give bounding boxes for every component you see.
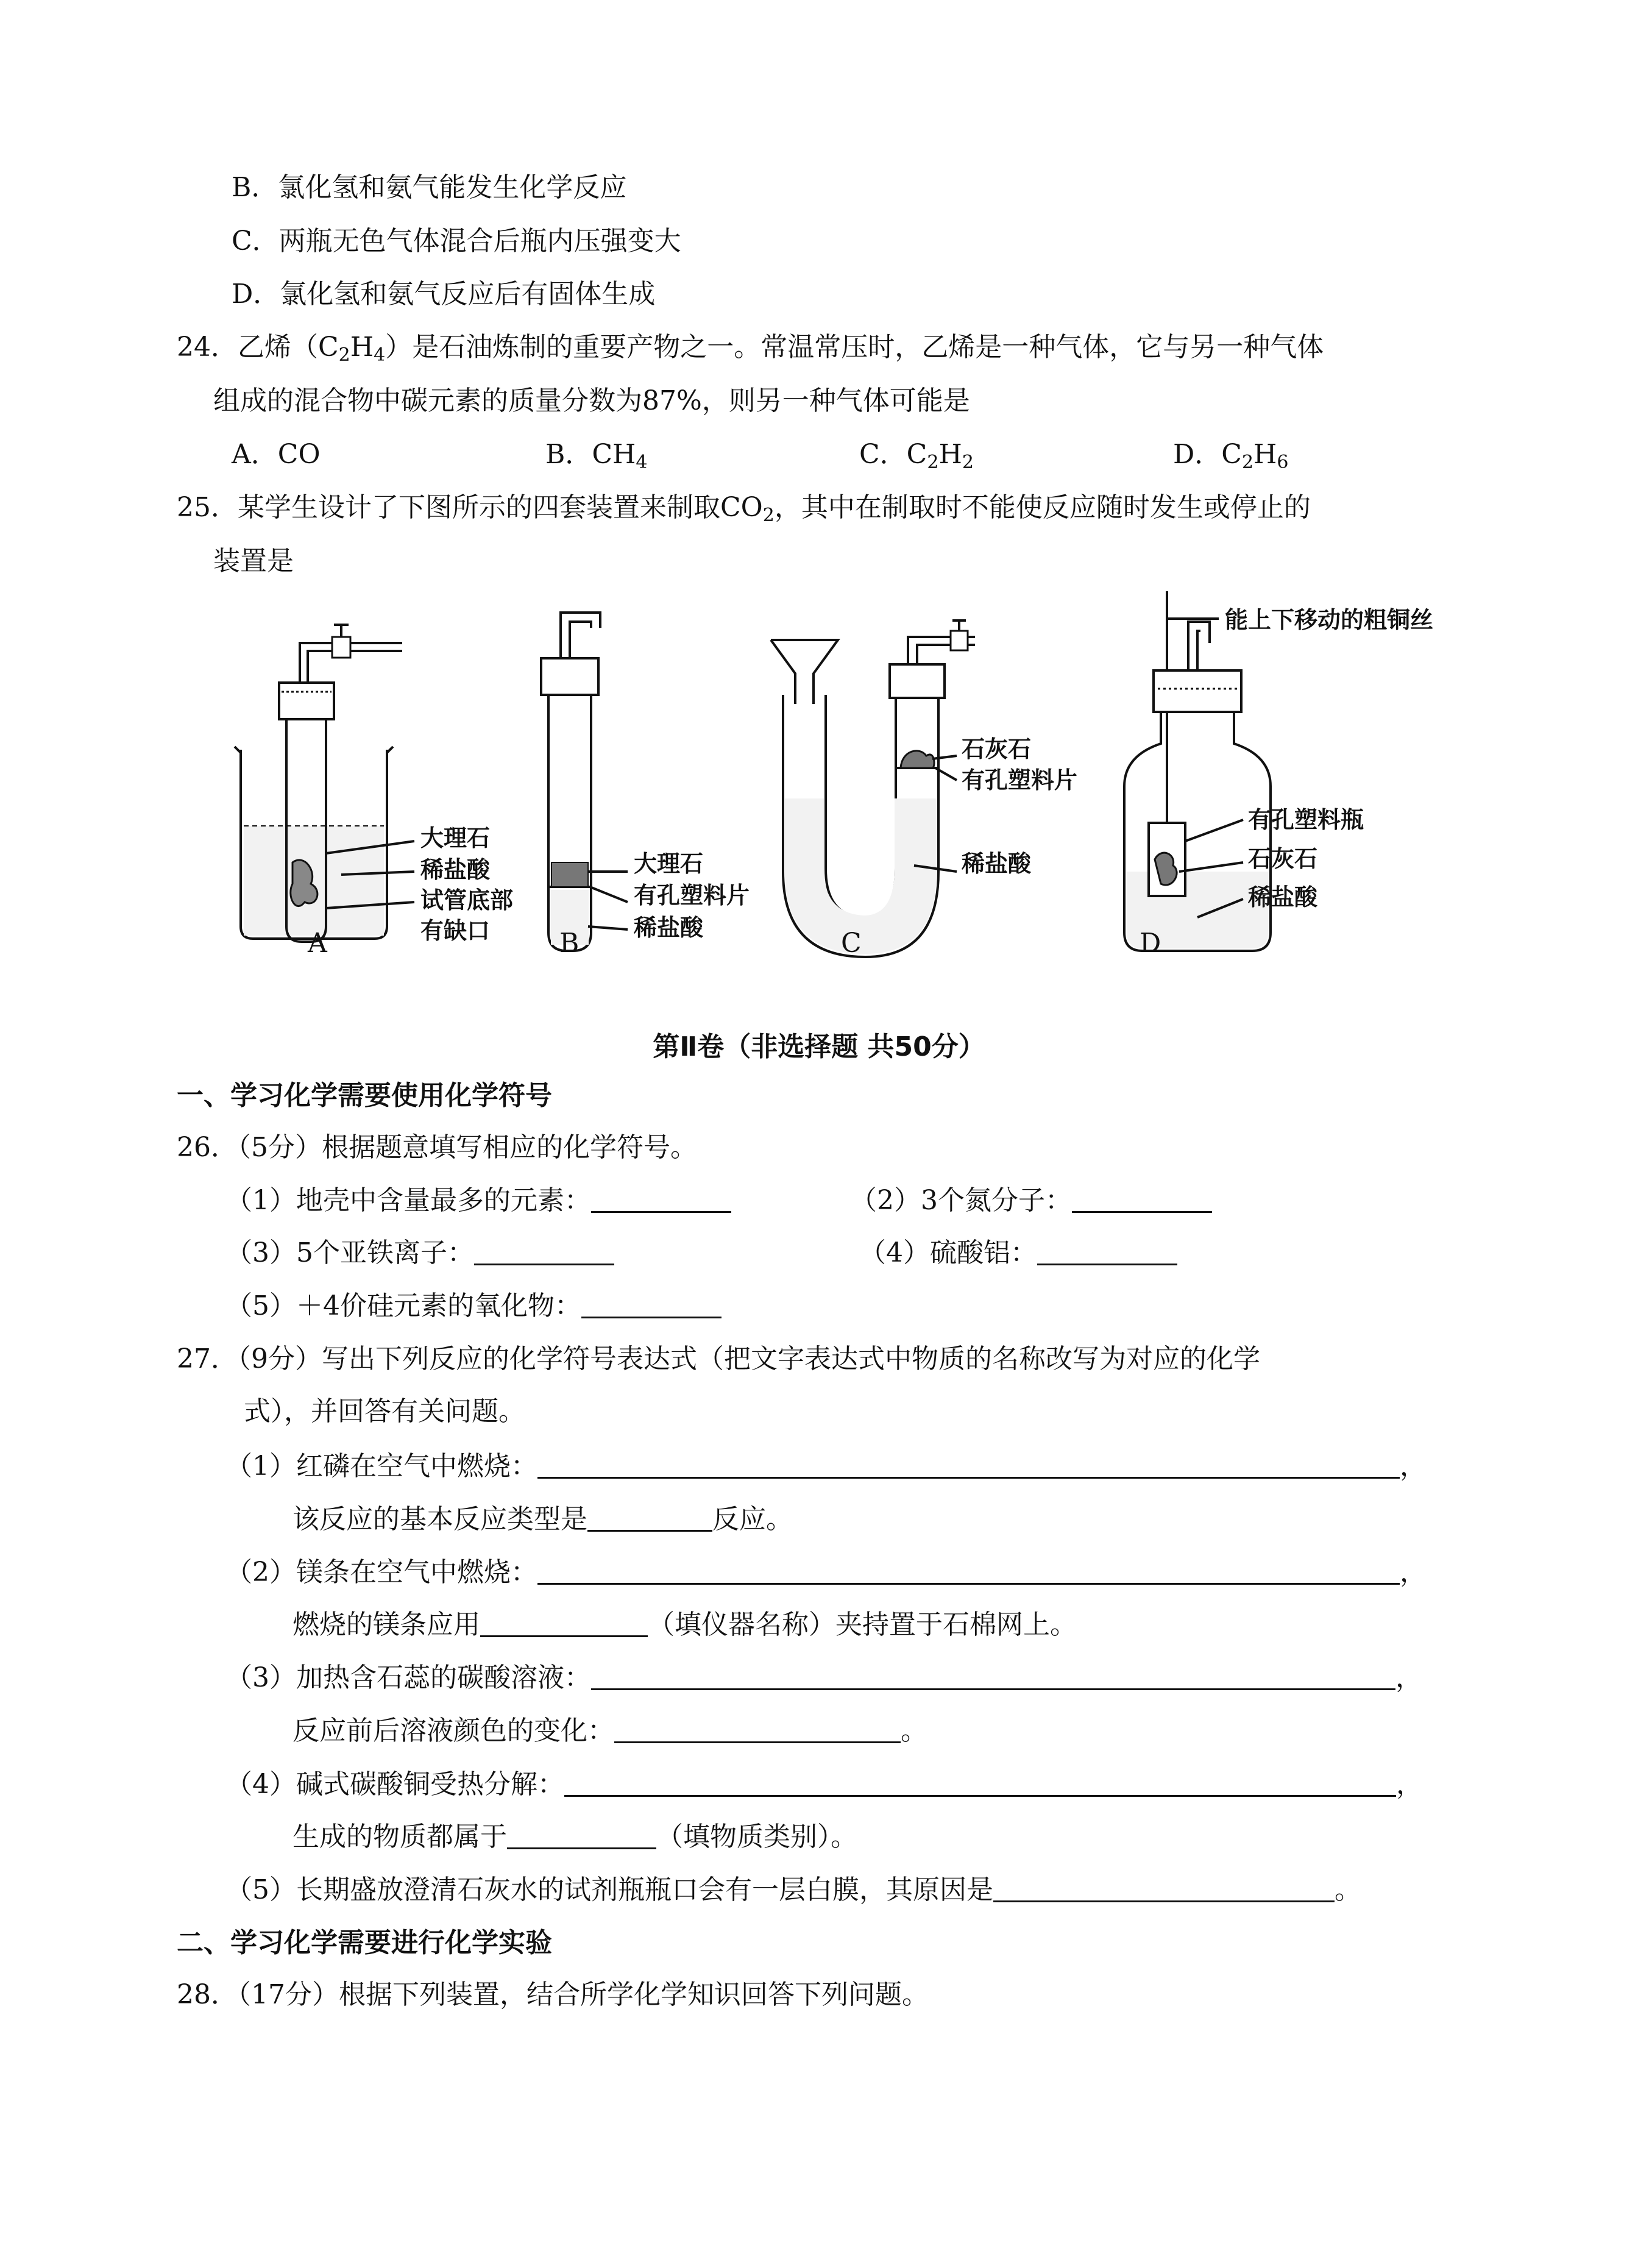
valve-c xyxy=(951,631,968,650)
answer-blank[interactable] xyxy=(614,1715,901,1743)
apparatus-d xyxy=(1124,591,1433,951)
q27-stem-line1: 27．（9分）写出下列反应的化学符号表达式（把文字表达式中物质的名称改写为对应的化学 xyxy=(177,1343,1260,1374)
label-c-sheet: 有孔塑料片 xyxy=(962,767,1078,794)
q24-option-d: D．$C_2H_6$ xyxy=(1173,439,1289,473)
q26-item-5: （5）＋4价硅元素的氧化物： xyxy=(225,1289,722,1323)
q27-item-4a: （4）碱式碳酸铜受热分解： ， xyxy=(225,1769,1423,1800)
q26-item-4: （4）硫酸铝： xyxy=(859,1236,1177,1270)
q27-item-4b: 生成的物质都属于 （填物质类别）。 xyxy=(292,1821,857,1852)
section2-title: 二、学习化学需要进行化学实验 xyxy=(177,1927,552,1958)
label-b-sheet: 有孔塑料片 xyxy=(634,882,750,909)
answer-blank[interactable] xyxy=(480,1609,648,1637)
q27-item-3a: （3）加热含石蕊的碳酸溶液： ， xyxy=(225,1662,1422,1693)
q23-option-c: C．两瓶无色气体混合后瓶内压强变大 xyxy=(232,226,681,257)
u-tube-inner xyxy=(826,695,896,917)
stopper-b xyxy=(541,658,598,695)
apparatus-b xyxy=(541,613,750,951)
q28-stem: 28．（17分）根据下列装置，结合所学化学知识回答下列问题。 xyxy=(177,1979,929,2010)
label-d-acid: 稀盐酸 xyxy=(1248,884,1318,911)
label-d-limestone: 石灰石 xyxy=(1248,845,1318,872)
answer-blank[interactable] xyxy=(581,1290,722,1318)
q25-stem-line2: 装置是 xyxy=(213,546,294,577)
q23-option-b: B．氯化氢和氨气能发生化学反应 xyxy=(232,172,627,203)
q24-stem-line2: 组成的混合物中碳元素的质量分数为87%，则另一种气体可能是 xyxy=(213,385,970,416)
answer-blank[interactable] xyxy=(591,1184,731,1213)
label-d-wire: 能上下移动的粗铜丝 xyxy=(1225,606,1434,633)
q24-option-c: C．$C_2H_2$ xyxy=(859,439,974,473)
q24-option-a: A．CO xyxy=(232,439,321,470)
funnel-c xyxy=(771,640,838,704)
marble-b xyxy=(551,862,588,887)
figure-caption-d: D xyxy=(1140,928,1161,959)
q26-item-1: （1）地壳中含量最多的元素： xyxy=(225,1184,731,1218)
q27-item-3b: 反应前后溶液颜色的变化： 。 xyxy=(292,1715,927,1746)
label-c-acid: 稀盐酸 xyxy=(962,850,1032,877)
valve-a xyxy=(332,637,350,658)
q23-option-d: D．氯化氢和氨气反应后有固体生成 xyxy=(232,279,656,310)
apparatus-a xyxy=(235,625,513,944)
label-a-notch: 有缺口 xyxy=(420,917,491,944)
figure-caption-c: C xyxy=(841,928,862,959)
label-d-plastic-bottle: 有孔塑料瓶 xyxy=(1248,806,1364,833)
limestone-c xyxy=(901,751,934,768)
q27-item-5: （5）长期盛放澄清石灰水的试剂瓶瓶口会有一层白膜，其原因是 。 xyxy=(225,1874,1361,1905)
q26-item-2: （2）3个氮分子： xyxy=(850,1184,1212,1218)
apparatus-c xyxy=(771,620,1077,957)
section1-title: 一、学习化学需要使用化学符号 xyxy=(177,1080,552,1111)
stopper-d xyxy=(1154,670,1241,712)
part2-title: 第Ⅱ卷（非选择题 共50分） xyxy=(653,1031,985,1062)
q25-stem-line1: 25．某学生设计了下图所示的四套装置来制取$CO_2$，其中在制取时不能使反应随时发生或停止的 xyxy=(177,492,1311,526)
answer-blank[interactable] xyxy=(537,1556,1400,1585)
label-b-marble: 大理石 xyxy=(634,850,704,877)
apparatus-figure xyxy=(0,585,1638,987)
answer-blank[interactable] xyxy=(474,1237,614,1265)
label-c-limestone: 石灰石 xyxy=(962,736,1032,763)
q27-item-1a: （1）红磷在空气中燃烧： ， xyxy=(225,1451,1427,1482)
answer-blank[interactable] xyxy=(537,1450,1400,1479)
stopper-c xyxy=(890,664,945,698)
figure-caption-a: A xyxy=(308,928,327,959)
answer-blank[interactable] xyxy=(993,1874,1335,1902)
q24-stem-line1: 24．乙烯$(C_2H_4)$是石油炼制的重要产物之一。常温常压时，乙烯是一种气体，它与另一种气体 xyxy=(177,332,1324,366)
stopper-a xyxy=(279,683,334,719)
q27-stem-line2: 式），并回答有关问题。 xyxy=(244,1396,525,1427)
answer-blank[interactable] xyxy=(1072,1184,1212,1213)
figure-caption-b: B xyxy=(559,928,580,959)
q26-stem: 26．（5分）根据题意填写相应的化学符号。 xyxy=(177,1132,697,1163)
q26-item-3: （3）5个亚铁离子： xyxy=(225,1236,614,1270)
label-a-marble: 大理石 xyxy=(420,825,491,851)
q27-item-1b: 该反应的基本反应类型是 反应。 xyxy=(292,1504,793,1535)
label-b-acid: 稀盐酸 xyxy=(634,914,704,941)
answer-blank[interactable] xyxy=(564,1768,1396,1797)
q24-option-b: B．$CH_4$ xyxy=(545,439,648,473)
label-a-tube-bottom: 试管底部 xyxy=(420,887,514,914)
answer-blank[interactable] xyxy=(507,1821,656,1849)
answer-blank[interactable] xyxy=(591,1662,1395,1690)
answer-blank[interactable] xyxy=(1037,1237,1177,1265)
label-a-acid: 稀盐酸 xyxy=(420,856,491,883)
q27-item-2a: （2）镁条在空气中燃烧： ， xyxy=(225,1557,1427,1588)
q27-item-2b: 燃烧的镁条应用 （填仪器名称）夹持置于石棉网上。 xyxy=(292,1609,1077,1640)
answer-blank[interactable] xyxy=(587,1503,712,1532)
